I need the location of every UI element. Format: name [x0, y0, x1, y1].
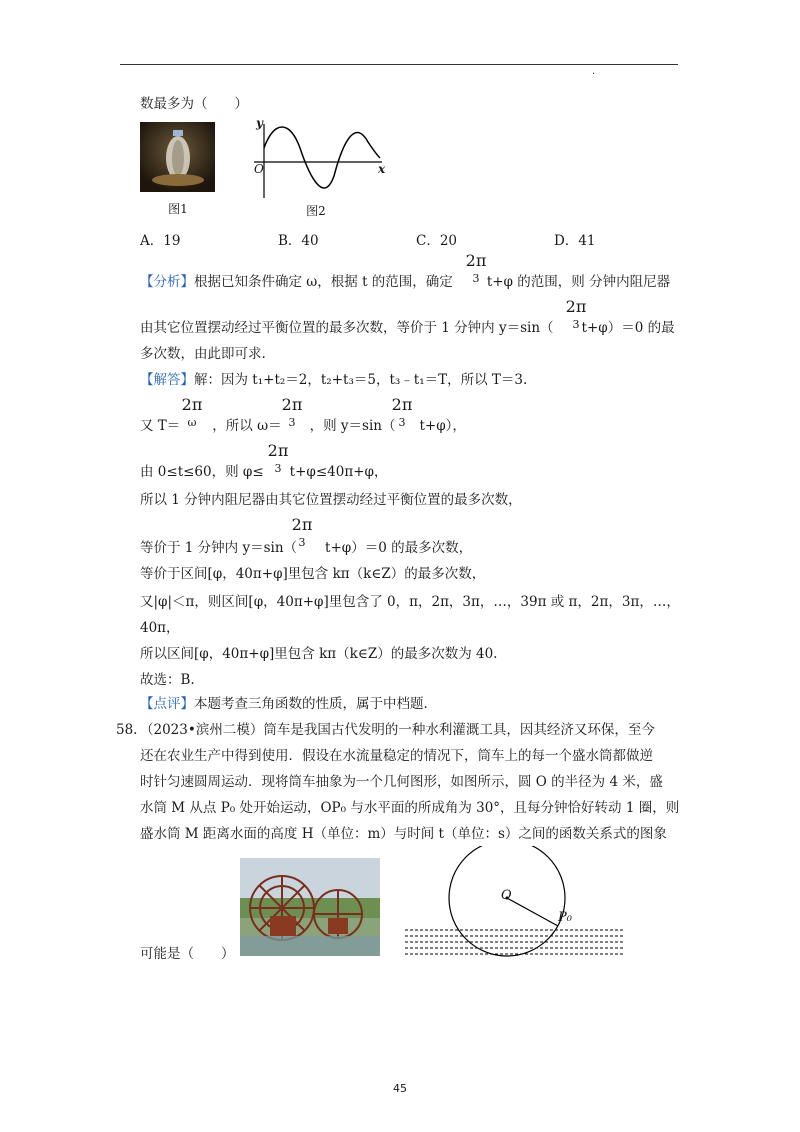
page-number: 45	[393, 1082, 407, 1095]
header-dot: .	[592, 66, 596, 77]
analysis-line-3: 多次数，由此即可求.	[140, 346, 266, 362]
option-b: B．40	[278, 233, 319, 249]
solution-line-5: 等价于 1 分钟内 y＝sin（ t+φ）＝0 的最多次数，	[140, 540, 473, 556]
option-d: D．41	[554, 233, 596, 249]
solution-line-1: 【解答】解：因为 t₁+t₂＝2，t₂+t₃＝5，t₃﹣t₁＝T，所以 T＝3.	[140, 372, 528, 388]
sine-graph	[250, 118, 390, 200]
header-rule	[120, 64, 678, 65]
p0-label: P₀	[558, 910, 572, 925]
q58-line-6: 可能是（ ）	[140, 946, 235, 962]
q58-line-1: （2023•滨州二模）筒车是我国古代发明的一种水利灌溉工具，因其经济又环保，至今	[140, 722, 655, 738]
solution-line-6: 等价于区间[φ，40π+φ]里包含 kπ（k∈Z）的最多次数，	[140, 566, 486, 582]
fraction-2pi-over-3: 2π 3	[565, 297, 587, 331]
solution-line-8: 40π，	[140, 620, 180, 636]
x-axis-label: x	[378, 162, 386, 176]
analysis-line-1: 【分析】根据已知条件确定 ω，根据 t 的范围，确定 t+φ 的范围，则 分钟内阻尼器	[140, 274, 671, 290]
question-tail: 数最多为（ ）	[140, 96, 248, 112]
solution-line-3: 由 0≤t≤60，则 φ≤ t+φ≤40π+φ，	[140, 464, 388, 480]
pendulum-photo	[140, 122, 215, 192]
solution-line-10: 故选：B.	[140, 672, 195, 688]
option-c: C．20	[416, 233, 458, 249]
wheel-diagram	[405, 846, 625, 961]
option-a: A．19	[140, 233, 181, 249]
fraction-2pi-over-3: 2π 3	[281, 395, 303, 429]
q58-line-2: 还在农业生产中得到使用．假设在水流量稳定的情况下，筒车上的每一个盛水筒都做逆	[140, 748, 653, 764]
water-wheel-photo	[240, 858, 380, 956]
q58-line-4: 水筒 M 从点 P₀ 处开始运动，OP₀ 与水平面的所成角为 30°，且每分钟恰好转动 1 圈，则	[140, 800, 680, 816]
analysis-line-2: 由其它位置摆动经过平衡位置的最多次数，等价于 1 分钟内 y＝sin（ t+φ）＝0 的最	[140, 320, 675, 336]
fig1-caption: 图1	[168, 202, 188, 216]
origin-label: O	[254, 162, 264, 176]
fraction-2pi-over-3: 2π 3	[391, 395, 413, 429]
y-axis-label: y	[256, 116, 263, 130]
solution-line-2: 又 T＝ ，所以 ω＝ ，则 y＝sin（ t+φ），	[140, 418, 466, 434]
q58-line-5: 盛水筒 M 距离水面的高度 H（单位：m）与时间 t（单位：s）之间的函数关系式的图象	[140, 826, 667, 842]
fraction-2pi-over-omega: 2π ω	[181, 395, 203, 429]
fraction-2pi-over-3: 2π 3	[267, 441, 289, 475]
solution-line-4: 所以 1 分钟内阻尼器由其它位置摆动经过平衡位置的最多次数，	[140, 492, 522, 508]
comment-line: 【点评】本题考查三角函数的性质，属于中档题.	[140, 696, 428, 712]
solution-line-7: 又|φ|＜π，则区间[φ，40π+φ]里包含了 0，π，2π，3π，…，39π 或 π，2π，3π，…，	[140, 594, 680, 610]
question-number: 58.	[116, 722, 138, 738]
fig2-caption: 图2	[306, 204, 326, 218]
fraction-2pi-over-3: 2π 3	[291, 515, 313, 549]
solution-tag: 【解答】	[140, 372, 194, 388]
q58-line-3: 时针匀速圆周运动．现将筒车抽象为一个几何图形，如图所示，圆 O 的半径为 4 米，盛	[140, 774, 663, 790]
comment-tag: 【点评】	[140, 696, 194, 712]
fraction-2pi-over-3: 2π 3	[465, 251, 487, 285]
solution-line-9: 所以区间[φ，40π+φ]里包含 kπ（k∈Z）的最多次数为 40.	[140, 646, 498, 662]
center-label: O	[501, 888, 512, 903]
analysis-tag: 【分析】	[140, 274, 194, 290]
